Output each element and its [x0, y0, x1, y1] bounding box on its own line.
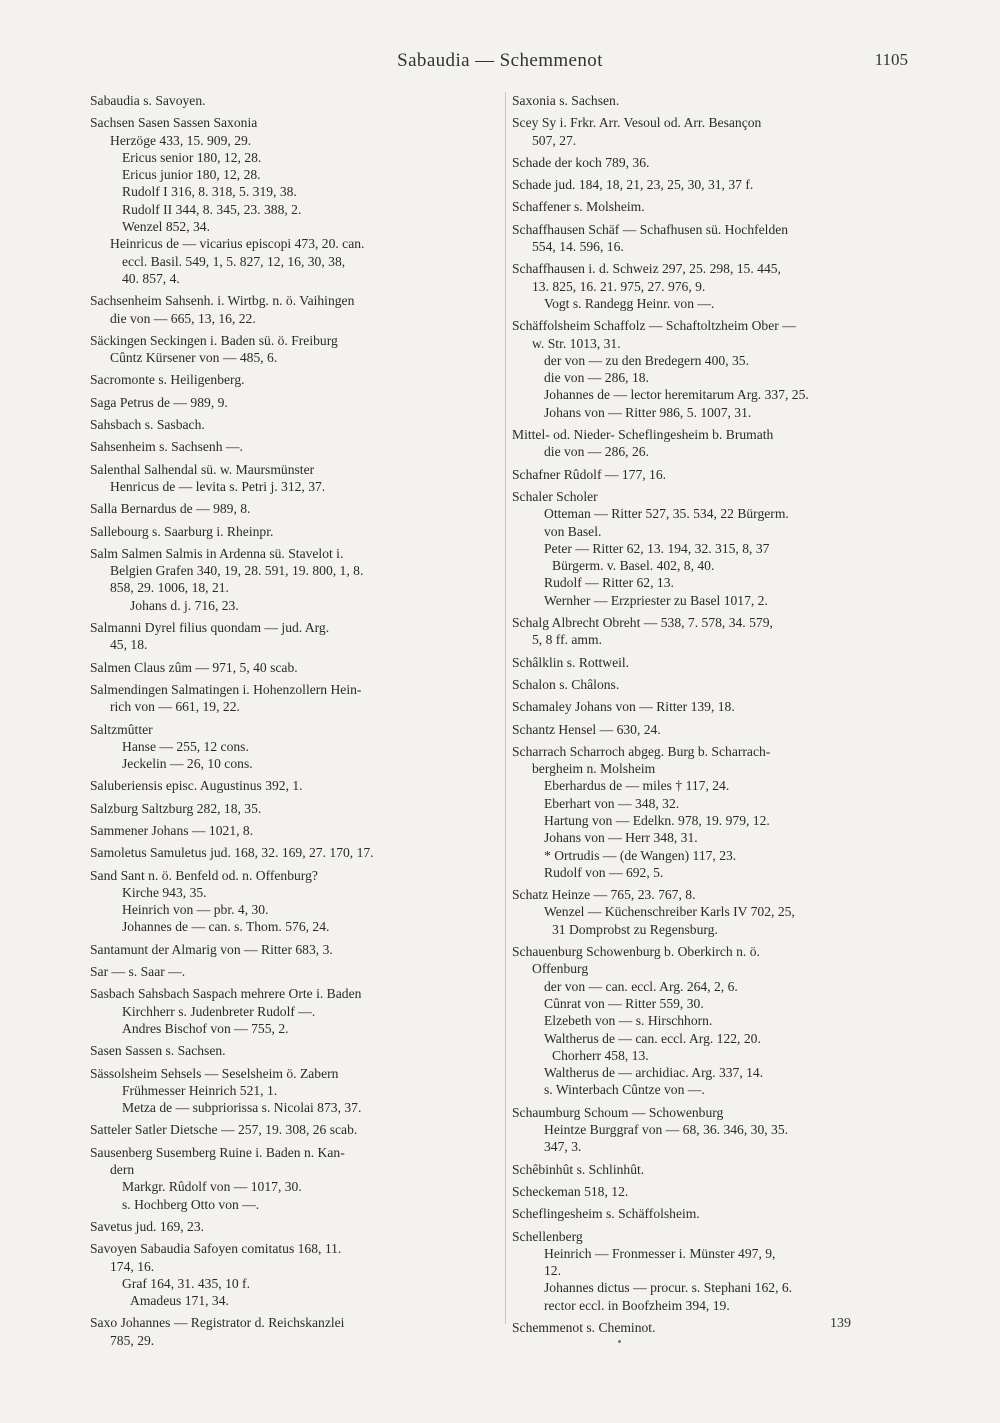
index-entry-line: dern	[110, 1162, 135, 1178]
index-entry-heading: Sasbach Sahsbach Saspach mehrere Orte i. Baden	[90, 986, 362, 1002]
index-entry-line: Kirche 943, 35.	[122, 884, 207, 900]
index-entry-line: Wenzel — Küchenschreiber Karls IV 702, 25,	[544, 904, 795, 920]
index-entry-heading: Schaler Scholer	[512, 488, 598, 504]
index-entry-heading: Säckingen Seckingen i. Baden sü. ö. Freiburg	[90, 332, 338, 348]
index-entry-heading: Mittel- od. Nieder- Scheflingesheim b. Brumath	[512, 427, 774, 443]
sheet-number: 139	[830, 1316, 851, 1331]
index-entry-line: 5, 8 ff. amm.	[532, 632, 602, 648]
index-entry-line: von Basel.	[544, 523, 602, 539]
index-entry-heading: Sässolsheim Sehsels — Seselsheim ö. Zabern	[90, 1065, 339, 1081]
index-entry-line: 31 Domprobst zu Regensburg.	[552, 921, 718, 937]
index-entry-heading: Sahsenheim s. Sachsenh —.	[90, 439, 243, 455]
index-entry-heading: Schade der koch 789, 36.	[512, 154, 650, 170]
index-entry-heading: Schafner Rûdolf — 177, 16.	[512, 466, 667, 482]
index-entry-heading: Schaffhausen i. d. Schweiz 297, 25. 298, 15. 445,	[512, 261, 781, 277]
index-entry-line: Frühmesser Heinrich 521, 1.	[122, 1082, 278, 1098]
index-entry-heading: Schatz Heinze — 765, 23. 767, 8.	[512, 887, 696, 903]
index-entry-heading: Salzburg Saltzburg 282, 18, 35.	[90, 800, 262, 816]
index-entry-line: Rudolf I 316, 8. 318, 5. 319, 38.	[122, 184, 297, 200]
index-entry-heading: Samoletus Samuletus jud. 168, 32. 169, 27. 170, 17.	[90, 845, 374, 861]
index-entry-line: Cûntz Kürsener von — 485, 6.	[110, 350, 278, 366]
index-entry-heading: Schaumburg Schoum — Schowenburg	[512, 1104, 724, 1120]
index-entry-heading: Schaffhausen Schäf — Schafhusen sü. Hochfelden	[512, 221, 789, 237]
index-entry-line: Metza de — subpriorissa s. Nicolai 873, 37.	[122, 1100, 362, 1116]
index-entry-line: 554, 14. 596, 16.	[532, 239, 624, 255]
index-entry-line: 13. 825, 16. 21. 975, 27. 976, 9.	[532, 278, 706, 294]
index-entry-heading: Schauenburg Schowenburg b. Oberkirch n. ö.	[512, 944, 760, 960]
print-speck	[618, 1340, 621, 1343]
index-entry-line: Henricus de — levita s. Petri j. 312, 37.	[110, 478, 326, 494]
index-entry-heading: Sahsbach s. Sasbach.	[90, 417, 205, 433]
index-entry-line: Wenzel 852, 34.	[122, 219, 210, 235]
index-entry-line: 40. 857, 4.	[122, 270, 180, 286]
index-entry-line: rector eccl. in Boofzheim 394, 19.	[544, 1297, 730, 1313]
index-entry-line: Johannes de — can. s. Thom. 576, 24.	[122, 919, 330, 935]
index-entry-heading: Santamunt der Almarig von — Ritter 683, 3.	[90, 941, 333, 957]
index-entry-heading: Schalon s. Châlons.	[512, 676, 620, 692]
index-entry-heading: Schâlklin s. Rottweil.	[512, 654, 630, 670]
index-entry-heading: Sallebourg s. Saarburg i. Rheinpr.	[90, 523, 274, 539]
index-entry-line: Otteman — Ritter 527, 35. 534, 22 Bürgerm.	[544, 506, 789, 522]
index-entry-line: 507, 27.	[532, 132, 577, 148]
index-entry-heading: Sacromonte s. Heiligenberg.	[90, 372, 245, 388]
index-entry-line: Hanse — 255, 12 cons.	[122, 738, 249, 754]
index-entry-line: Wernher — Erzpriester zu Basel 1017, 2.	[544, 592, 768, 608]
index-entry-line: w. Str. 1013, 31.	[532, 335, 621, 351]
page-number: 1105	[874, 50, 908, 69]
index-entry-line: Graf 164, 31. 435, 10 f.	[122, 1275, 250, 1291]
index-entry-heading: Sammener Johans — 1021, 8.	[90, 822, 254, 838]
index-entry-heading: Sand Sant n. ö. Benfeld od. n. Offenburg?	[90, 867, 318, 883]
index-entry-heading: Saga Petrus de — 989, 9.	[90, 394, 228, 410]
index-entry-heading: Salmendingen Salmatingen i. Hohenzollern Hein-	[90, 681, 362, 697]
index-entry-heading: Saltzmûtter	[90, 721, 153, 737]
index-entry-line: Markgr. Rûdolf von — 1017, 30.	[122, 1179, 302, 1195]
index-entry-line: Waltherus de — archidiac. Arg. 337, 14.	[544, 1065, 764, 1081]
index-entry-heading: Schamaley Johans von — Ritter 139, 18.	[512, 699, 735, 715]
index-entry-heading: Sabaudia s. Savoyen.	[90, 93, 206, 108]
index-entry-line: Andres Bischof von — 755, 2.	[122, 1020, 289, 1036]
index-entry-line: Peter — Ritter 62, 13. 194, 32. 315, 8, 37	[544, 540, 770, 556]
index-entry-line: Bürgerm. v. Basel. 402, 8, 40.	[552, 558, 715, 574]
index-entry-line: 858, 29. 1006, 18, 21.	[110, 580, 229, 596]
index-entry-line: rich von — 661, 19, 22.	[110, 699, 240, 715]
index-entry-heading: Schade jud. 184, 18, 21, 23, 25, 30, 31, 37 f.	[512, 177, 754, 193]
index-entry-line: 347, 3.	[544, 1139, 582, 1155]
index-entry-line: Eberhardus de — miles † 117, 24.	[544, 778, 730, 794]
index-entry-heading: Salm Salmen Salmis in Ardenna sü. Stavelot i.	[90, 545, 344, 561]
index-entry-line: Ericus senior 180, 12, 28.	[122, 149, 262, 165]
index-entry-heading: Scheflingesheim s. Schäffolsheim.	[512, 1206, 700, 1222]
index-entry-line: Johans von — Ritter 986, 5. 1007, 31.	[544, 404, 752, 420]
index-entry-line: bergheim n. Molsheim	[532, 761, 656, 777]
index-entry-line: Belgien Grafen 340, 19, 28. 591, 19. 800, 1, 8.	[110, 563, 364, 579]
index-entry-line: Kirchherr s. Judenbreter Rudolf —.	[122, 1003, 316, 1019]
running-header-title: Sabaudia — Schemmenot	[397, 50, 603, 71]
index-entry-heading: Schäffolsheim Schaffolz — Schaftoltzheim Ober —	[512, 318, 796, 334]
index-entry-line: Eberhart von — 348, 32.	[544, 795, 680, 811]
index-column-left	[90, 92, 500, 1349]
index-entry-heading: Scey Sy i. Frkr. Arr. Vesoul od. Arr. Besançon	[512, 115, 762, 131]
index-entry-line: die von — 286, 18.	[544, 370, 649, 386]
index-entry-line: Johans von — Herr 348, 31.	[544, 830, 698, 846]
index-entry-line: Herzöge 433, 15. 909, 29.	[110, 132, 252, 148]
index-entry-heading: Savetus jud. 169, 23.	[90, 1218, 205, 1234]
index-entry-heading: Sar — s. Saar —.	[90, 964, 186, 980]
index-entry-line: Jeckelin — 26, 10 cons.	[122, 756, 253, 772]
index-entry-line: Heinricus de — vicarius episcopi 473, 20. can.	[110, 236, 365, 252]
index-entry-line: Elzebeth von — s. Hirschhorn.	[544, 1013, 713, 1029]
index-column-right	[512, 92, 910, 1336]
index-entry-heading: Schantz Hensel — 630, 24.	[512, 721, 661, 737]
index-entry-heading: Sasen Sassen s. Sachsen.	[90, 1043, 226, 1059]
index-entry-heading: Schemmenot s. Cheminot.	[512, 1320, 656, 1335]
index-entry-heading: Sachsenheim Sahsenh. i. Wirtbg. n. ö. Vaihingen	[90, 293, 355, 309]
index-entry-heading: Saxonia s. Sachsen.	[512, 93, 620, 108]
index-entry-line: Rudolf — Ritter 62, 13.	[544, 575, 674, 591]
index-entry-heading: Scheckeman 518, 12.	[512, 1183, 629, 1199]
index-entry-line: Johannes de — lector heremitarum Arg. 337, 25.	[544, 387, 809, 403]
index-entry-line: 12.	[544, 1263, 561, 1279]
index-entry-heading: Salmanni Dyrel filius quondam — jud. Arg.	[90, 620, 330, 636]
index-entry-heading: Schalg Albrecht Obreht — 538, 7. 578, 34. 579,	[512, 615, 773, 631]
index-entry-heading: Sausenberg Susemberg Ruine i. Baden n. Kan-	[90, 1144, 345, 1160]
index-entry-heading: Schêbinhût s. Schlinhût.	[512, 1161, 645, 1177]
index-entry-line: Heinrich — Fronmesser i. Münster 497, 9,	[544, 1245, 776, 1261]
index-entry-heading: Salmen Claus zûm — 971, 5, 40 scab.	[90, 659, 298, 675]
index-entry-line: 45, 18.	[110, 637, 148, 653]
index-entry-heading: Schellenberg	[512, 1228, 583, 1244]
index-entry-line: Ericus junior 180, 12, 28.	[122, 167, 261, 183]
index-entry-heading: Salenthal Salhendal sü. w. Maursmünster	[90, 461, 315, 477]
index-entry-line: Amadeus 171, 34.	[130, 1293, 229, 1309]
index-entry-line: Waltherus de — can. eccl. Arg. 122, 20.	[544, 1030, 761, 1046]
index-entry-line: 785, 29.	[110, 1332, 155, 1348]
index-entry-heading: Saxo Johannes — Registrator d. Reichskanzlei	[90, 1315, 345, 1331]
column-divider	[505, 92, 506, 1324]
index-entry-line: Vogt s. Randegg Heinr. von —.	[544, 295, 715, 311]
index-entry-heading: Sachsen Sasen Sassen Saxonia	[90, 115, 258, 131]
index-entry-line: * Ortrudis — (de Wangen) 117, 23.	[544, 847, 737, 863]
index-entry-line: Heintze Burggraf von — 68, 36. 346, 30, 35.	[544, 1122, 789, 1138]
index-entry-line: Offenburg	[532, 961, 589, 977]
index-entry-line: Cûnrat von — Ritter 559, 30.	[544, 995, 704, 1011]
index-entry-line: der von — can. eccl. Arg. 264, 2, 6.	[544, 978, 738, 994]
index-entry-line: Chorherr 458, 13.	[552, 1047, 649, 1063]
index-entry-line: Rudolf II 344, 8. 345, 23. 388, 2.	[122, 201, 302, 217]
index-entry-line: Hartung von — Edelkn. 978, 19. 979, 12.	[544, 812, 770, 828]
index-entry-line: 174, 16.	[110, 1258, 155, 1274]
index-entry-line: Johannes dictus — procur. s. Stephani 162, 6.	[544, 1280, 793, 1296]
index-entry-line: die von — 286, 26.	[544, 444, 649, 460]
index-entry-heading: Saluberiensis episc. Augustinus 392, 1.	[90, 778, 303, 794]
index-entry-line: die von — 665, 13, 16, 22.	[110, 310, 256, 326]
index-entry-heading: Scharrach Scharroch abgeg. Burg b. Scharrach-	[512, 743, 771, 759]
index-entry-line: Johans d. j. 716, 23.	[130, 597, 239, 613]
index-entry-line: s. Hochberg Otto von —.	[122, 1196, 260, 1212]
index-entry-line: Rudolf von — 692, 5.	[544, 864, 664, 880]
index-entry-heading: Schaffener s. Molsheim.	[512, 199, 645, 215]
index-entry-heading: Salla Bernardus de — 989, 8.	[90, 501, 251, 517]
index-entry-line: Heinrich von — pbr. 4, 30.	[122, 902, 269, 918]
index-entry-heading: Satteler Satler Dietsche — 257, 19. 308, 26 scab.	[90, 1122, 358, 1138]
index-entry-line: s. Winterbach Cûntze von —.	[544, 1082, 705, 1098]
index-entry-heading: Savoyen Sabaudia Safoyen comitatus 168, 11.	[90, 1241, 342, 1257]
index-entry-line: eccl. Basil. 549, 1, 5. 827, 12, 16, 30, 38,	[122, 253, 346, 269]
index-entry-line: der von — zu den Bredegern 400, 35.	[544, 352, 749, 368]
